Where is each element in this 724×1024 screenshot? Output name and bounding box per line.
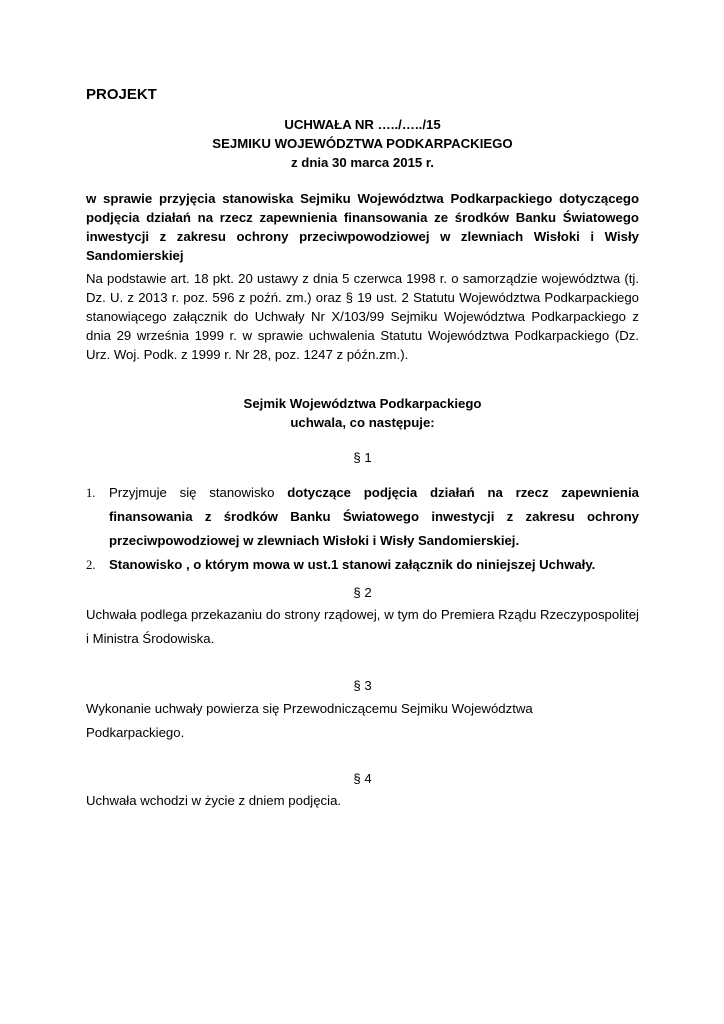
- section-3-heading: § 3: [353, 678, 372, 693]
- section-2-text: Uchwała podlega przekazaniu do strony rządowej, w tym do Premiera Rządu Rzeczypospolitej i Ministra Środowiska.: [86, 607, 639, 646]
- section-2-heading: § 2: [353, 585, 372, 600]
- list-item: [86, 553, 639, 577]
- resolution-number: UCHWAŁA NR …../…../15: [284, 117, 441, 132]
- resolving-formula: uchwala, co następuje:: [290, 415, 435, 430]
- project-label: PROJEKT: [86, 86, 157, 103]
- list-item-number: 2.: [86, 558, 96, 572]
- resolution-date: z dnia 30 marca 2015 r.: [291, 155, 434, 170]
- section-1-list: [86, 481, 639, 577]
- list-item-bold-text: dotyczące podjęcia działań na rzecz zapewnienia finansowania z środków Banku Światowego inwestycji z zakresu ochrony przeciwpowodziowej w zlewniach Wisłoki i Wisły Sandomierskiej.: [109, 485, 639, 548]
- list-item-text: Przyjmuje się stanowisko: [109, 485, 288, 500]
- resolving-body: Sejmik Województwa Podkarpackiego: [243, 396, 482, 411]
- section-3-text-line1: Wykonanie uchwały powierza się Przewodniczącemu Sejmiku Województwa: [86, 701, 533, 716]
- issuing-body: SEJMIKU WOJEWÓDZTWA PODKARPACKIEGO: [212, 136, 513, 151]
- section-3-text-line2: Podkarpackiego.: [86, 725, 185, 740]
- section-4-text: Uchwała wchodzi w życie z dniem podjęcia.: [86, 793, 342, 808]
- list-item: [86, 481, 639, 553]
- section-1-heading: § 1: [353, 450, 372, 465]
- legal-basis: Na podstawie art. 18 pkt. 20 ustawy z dnia 5 czerwca 1998 r. o samorządzie województwa (tj. Dz. U. z 2013 r. poz. 596 z poźń. zm.) oraz § 19 ust. 2 Statutu Województwa Podkarpackiego stanowiącego załącznik do Uchwały Nr X/103/99 Sejmiku Województwa Podkarpackiego z dnia 29 września 1999 r. w sprawie uchwalenia Statutu Województwa Podkarpackiego (Dz. Urz. Woj. Podk. z 1999 r. Nr 28, poz. 1247 z późn.zm.).: [86, 271, 639, 362]
- list-item-number: 1.: [86, 486, 96, 500]
- list-item-bold-text: Stanowisko , o którym mowa w ust.1 stanowi załącznik do niniejszej Uchwały.: [109, 557, 596, 572]
- section-4-heading: § 4: [353, 771, 372, 786]
- resolution-subject: w sprawie przyjęcia stanowiska Sejmiku Województwa Podkarpackiego dotyczącego podjęcia działań na rzecz zapewnienia finansowania ze środków Banku Światowego inwestycji z zakresu ochrony przeciwpowodziowej w zlewniach Wisłoki i Wisły Sandomierskiej: [86, 191, 639, 263]
